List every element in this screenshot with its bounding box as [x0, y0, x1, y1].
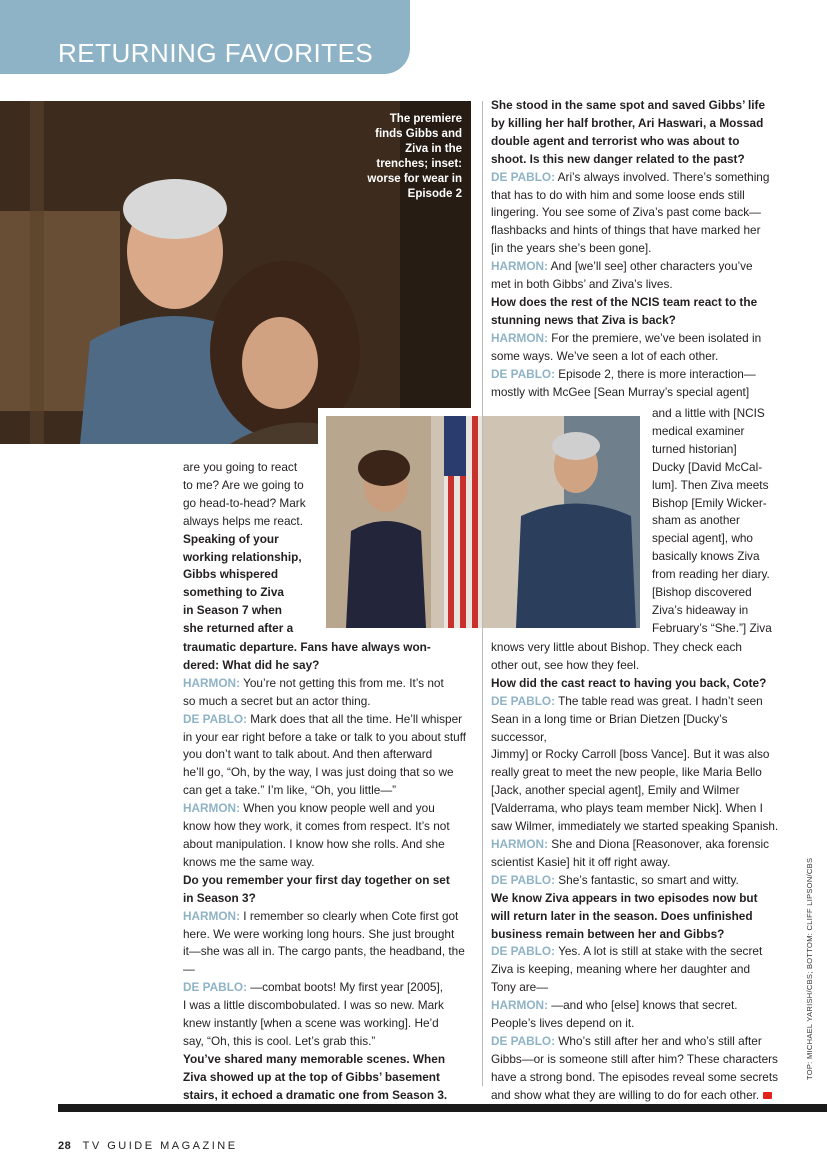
line-text: stairs, it echoed a dramatic one from Season 3.	[183, 1087, 448, 1102]
question-line	[491, 97, 781, 115]
answer-line	[491, 764, 781, 782]
line-text: mostly with McGee [Sean Murray’s special agent]	[491, 384, 750, 399]
speaker-label: DE PABLO:	[491, 944, 556, 959]
question-line	[491, 151, 781, 169]
line-text: from reading her diary.	[652, 567, 770, 582]
line-text: Gibbs whispered	[183, 567, 279, 582]
column-left-upper	[183, 459, 318, 638]
answer-line	[183, 729, 473, 747]
column-divider	[482, 101, 483, 1086]
line-text: special agent], who	[652, 531, 753, 546]
question-line	[183, 531, 318, 549]
line-text: Who’s still after her and who’s still after	[555, 1033, 762, 1048]
line-text: Speaking of your	[183, 531, 279, 546]
column-left-lower	[183, 639, 473, 1105]
speaker-label: HARMON:	[491, 259, 549, 274]
line-text: dered: What did he say?	[183, 657, 320, 672]
answer-line	[183, 746, 473, 764]
answer-line	[183, 675, 473, 693]
line-text: by killing her half brother, Ari Haswari, a Mossad	[491, 115, 764, 130]
answer-line	[183, 800, 473, 818]
line-text: Yes. A lot is still at stake with the secret	[555, 944, 763, 959]
speaker-label: HARMON:	[491, 330, 549, 345]
speaker-label: DE PABLO:	[491, 169, 556, 184]
answer-line	[491, 187, 781, 205]
line-text: have a strong bond. The episodes reveal some secrets	[491, 1069, 779, 1084]
answer-line	[491, 997, 781, 1015]
line-text: she returned after a	[183, 621, 294, 636]
question-line	[491, 133, 781, 151]
line-text: scientist Kasie] hit it off right away.	[491, 854, 671, 869]
answer-line	[491, 348, 781, 366]
question-line	[183, 639, 473, 657]
line-text: other out, see how they feel.	[491, 657, 640, 672]
answer-line	[491, 1015, 781, 1033]
line-text: [in the years she’s been gone].	[491, 241, 652, 256]
answer-line	[491, 1033, 781, 1051]
question-line	[491, 890, 781, 908]
page-footer	[58, 1140, 238, 1152]
line-text: stunning news that Ziva is back?	[491, 312, 676, 327]
answer-line	[491, 276, 781, 294]
line-text: traumatic departure. Fans have always won-	[183, 640, 431, 654]
answer-line	[491, 746, 781, 764]
question-line	[183, 1051, 473, 1069]
speaker-label: DE PABLO:	[183, 980, 248, 995]
answer-line	[652, 548, 782, 566]
line-text: People’s lives depend on it.	[491, 1016, 635, 1031]
line-text: Ari’s always involved. There’s something	[555, 169, 770, 184]
speaker-label: DE PABLO:	[491, 366, 556, 381]
question-line	[491, 294, 781, 312]
line-text: in Season 3?	[183, 890, 256, 905]
footer-rule	[58, 1104, 827, 1112]
line-text: turned historian]	[652, 441, 737, 456]
line-text: and a little with [NCIS	[652, 406, 765, 420]
answer-line	[183, 836, 473, 854]
answer-line	[491, 222, 781, 240]
speaker-label: HARMON:	[183, 801, 241, 816]
line-text: shoot. Is this new danger related to the past?	[491, 151, 745, 166]
answer-line	[652, 530, 782, 548]
line-text: Ducky [David McCal-	[652, 459, 763, 474]
line-text: go head-to-head? Mark	[183, 495, 306, 510]
line-text: basically knows Ziva	[652, 549, 760, 564]
line-text: She stood in the same spot and saved Gibbs’ life	[491, 98, 766, 112]
line-text: She’s fantastic, so smart and witty.	[555, 872, 739, 887]
answer-line	[491, 943, 781, 961]
answer-line	[491, 330, 781, 348]
answer-line	[183, 926, 473, 944]
page-number: 28	[58, 1140, 72, 1152]
line-text: business remain between her and Gibbs?	[491, 926, 725, 941]
answer-line	[491, 800, 781, 818]
speaker-label: HARMON:	[183, 675, 241, 690]
answer-line	[652, 441, 782, 459]
line-text: And [we’ll see] other characters you’ve	[548, 259, 753, 274]
inset-photo-illustration	[326, 416, 640, 628]
line-text: will return later in the season. Does unfinished	[491, 908, 753, 923]
line-text: medical examiner	[652, 423, 745, 438]
line-text: [Bishop discovered	[652, 585, 752, 600]
line-text: Gibbs—or is someone still after him? These characters	[491, 1051, 778, 1066]
answer-line	[183, 997, 473, 1015]
answer-line	[491, 1051, 781, 1069]
answer-line	[491, 979, 781, 997]
answer-line	[652, 423, 782, 441]
line-text: in Season 7 when	[183, 603, 282, 618]
answer-line	[491, 693, 781, 711]
line-text: here. We were working long hours. She just brought	[183, 926, 455, 941]
line-text: —and who [else] knows that secret.	[548, 998, 738, 1013]
answer-line	[491, 169, 781, 187]
answer-line	[491, 1087, 781, 1105]
end-mark-icon	[763, 1092, 772, 1099]
line-text: can get a take.” I’m like, “Oh, you little—”	[183, 783, 397, 798]
line-text: something to Ziva	[183, 585, 284, 600]
section-tab	[0, 0, 410, 74]
answer-line	[183, 782, 473, 800]
column-right-lower	[491, 639, 781, 1105]
line-text: really great to meet the new people, like Maria Bello	[491, 765, 762, 780]
answer-line	[183, 818, 473, 836]
column-right-upper	[491, 97, 781, 401]
line-text: saw Wilmer, immediately we started speaking Spanish.	[491, 819, 779, 834]
line-text: say, “Oh, this is cool. Let’s grab this.”	[183, 1033, 376, 1048]
line-text: so much a secret but an actor thing.	[183, 693, 371, 708]
line-text: Episode 2, there is more interaction—	[555, 366, 756, 381]
question-line	[183, 872, 473, 890]
line-text: knows very little about Bishop. They check each	[491, 640, 742, 654]
line-text: When you know people well and you	[240, 801, 435, 816]
answer-line	[183, 477, 318, 495]
line-text: flashbacks and hints of things that have marked her	[491, 223, 761, 238]
line-text: February’s “She.”] Ziva	[652, 620, 772, 635]
line-text: Ziva is keeping, meaning where her daughter and	[491, 962, 751, 977]
line-text: always helps me react.	[183, 513, 303, 528]
answer-line	[491, 639, 781, 657]
speaker-label: DE PABLO:	[491, 872, 556, 887]
line-text: lingering. You see some of Ziva’s past come back—	[491, 205, 761, 220]
answer-line	[491, 854, 781, 872]
answer-line	[491, 258, 781, 276]
line-text: Mark does that all the time. He’ll whisper	[247, 711, 463, 726]
answer-line	[491, 384, 781, 402]
line-text: I remember so clearly when Cote first got	[240, 908, 459, 923]
answer-line	[183, 711, 473, 729]
line-text: Jimmy] or Rocky Carroll [boss Vance]. But it was also	[491, 747, 770, 762]
line-text: it—she was all in. The cargo pants, the headband, the—	[183, 944, 465, 977]
answer-line	[183, 459, 318, 477]
answer-line	[652, 477, 782, 495]
line-text: about manipulation. I know how she rolls. And she	[183, 836, 445, 851]
answer-line	[652, 512, 782, 530]
answer-line	[183, 764, 473, 782]
line-text: Ziva showed up at the top of Gibbs’ basement	[183, 1069, 440, 1084]
inset-photo	[318, 408, 648, 636]
answer-line	[491, 782, 781, 800]
publication-name: TV GUIDE MAGAZINE	[82, 1140, 238, 1152]
answer-line	[652, 459, 782, 477]
answer-line	[491, 1069, 781, 1087]
question-line	[183, 584, 318, 602]
line-text: [Jack, another special agent], Emily and Wilmer	[491, 783, 740, 798]
line-text: Bishop [Emily Wicker-	[652, 495, 767, 510]
line-text: working relationship,	[183, 549, 302, 564]
answer-line	[652, 584, 782, 602]
line-text: double agent and terrorist who was about to	[491, 133, 740, 148]
answer-line	[183, 693, 473, 711]
line-text: sham as another	[652, 513, 740, 528]
answer-line	[652, 566, 782, 584]
answer-line	[183, 854, 473, 872]
line-text: You’ve shared many memorable scenes. When	[183, 1051, 446, 1066]
answer-line	[652, 405, 782, 423]
line-text: We know Ziva appears in two episodes now but	[491, 890, 758, 905]
answer-line	[491, 204, 781, 222]
answer-line	[491, 961, 781, 979]
answer-line	[652, 620, 782, 638]
line-text: Sean in a long time or Brian Dietzen [Ducky’s successor,	[491, 711, 728, 744]
question-line	[183, 566, 318, 584]
answer-line	[491, 836, 781, 854]
answer-line	[491, 872, 781, 890]
question-line	[491, 675, 781, 693]
answer-line	[183, 1033, 473, 1051]
question-line	[183, 549, 318, 567]
question-line	[183, 890, 473, 908]
line-text: that has to do with him and some loose ends still	[491, 187, 745, 202]
line-text: [Valderrama, who plays team member Nick]. When I	[491, 801, 763, 816]
speaker-label: DE PABLO:	[183, 711, 248, 726]
line-text: How did the cast react to having you back, Cote?	[491, 675, 767, 690]
section-title: RETURNING FAVORITES	[58, 38, 374, 68]
speaker-label: DE PABLO:	[491, 693, 556, 708]
question-line	[491, 926, 781, 944]
question-line	[491, 312, 781, 330]
answer-line	[183, 908, 473, 926]
line-text: are you going to react	[183, 460, 298, 474]
line-text: Tony are—	[491, 980, 549, 995]
question-line	[183, 1087, 473, 1105]
line-text: know how they work, it comes from respect. It’s not	[183, 819, 450, 834]
line-text: some ways. We’ve seen a lot of each other.	[491, 348, 719, 363]
line-text: to me? Are we going to	[183, 477, 304, 492]
line-text: knows me the same way.	[183, 854, 315, 869]
answer-line	[652, 602, 782, 620]
line-text: The table read was great. I hadn’t seen	[555, 693, 763, 708]
answer-line	[183, 979, 473, 997]
line-text: For the premiere, we’ve been isolated in	[548, 330, 762, 345]
line-text: You’re not getting this from me. It’s not	[240, 675, 444, 690]
answer-line	[491, 818, 781, 836]
speaker-label: DE PABLO:	[491, 1033, 556, 1048]
answer-line	[183, 1015, 473, 1033]
line-text: lum]. Then Ziva meets	[652, 477, 769, 492]
speaker-label: HARMON:	[491, 836, 549, 851]
question-line	[183, 657, 473, 675]
line-text: How does the rest of the NCIS team react to the	[491, 294, 758, 309]
answer-line	[652, 495, 782, 513]
column-right-narrow	[652, 405, 782, 638]
photo-caption: The premiere finds Gibbs and Ziva in the trenches; inset: worse for wear in Episode 2	[367, 113, 462, 200]
answer-line	[491, 711, 781, 747]
line-text: Do you remember your first day together on set	[183, 872, 450, 887]
answer-line	[183, 943, 473, 979]
line-text: knew instantly [when a scene was working]. He’d	[183, 1016, 439, 1031]
line-text: you don’t want to talk about. And then afterward	[183, 747, 433, 762]
answer-line	[491, 657, 781, 675]
line-text: he’ll go, “Oh, by the way, I was just doing that so we	[183, 765, 454, 780]
question-line	[183, 602, 318, 620]
photo-credit: TOP: MICHAEL YARISH/CBS; BOTTOM: CLIFF LIPSON/CBS	[805, 857, 814, 1080]
question-line	[491, 115, 781, 133]
speaker-label: HARMON:	[183, 908, 241, 923]
line-text: Ziva’s hideaway in	[652, 602, 749, 617]
question-line	[491, 908, 781, 926]
line-text: She and Diona [Reasonover, aka forensic	[548, 836, 770, 851]
line-text: I was a little discombobulated. I was so new. Mark	[183, 998, 444, 1013]
answer-line	[491, 240, 781, 258]
line-text: in your ear right before a take or talk to you about stuff	[183, 729, 467, 744]
answer-line	[491, 366, 781, 384]
answer-line	[183, 513, 318, 531]
speaker-label: HARMON:	[491, 998, 549, 1013]
line-text: —combat boots! My first year [2005],	[247, 980, 444, 995]
question-line	[183, 1069, 473, 1087]
answer-line	[183, 495, 318, 513]
line-text: met in both Gibbs’ and Ziva’s lives.	[491, 277, 673, 292]
line-text: and show what they are willing to do for each other.	[491, 1087, 760, 1102]
question-line	[183, 620, 318, 638]
